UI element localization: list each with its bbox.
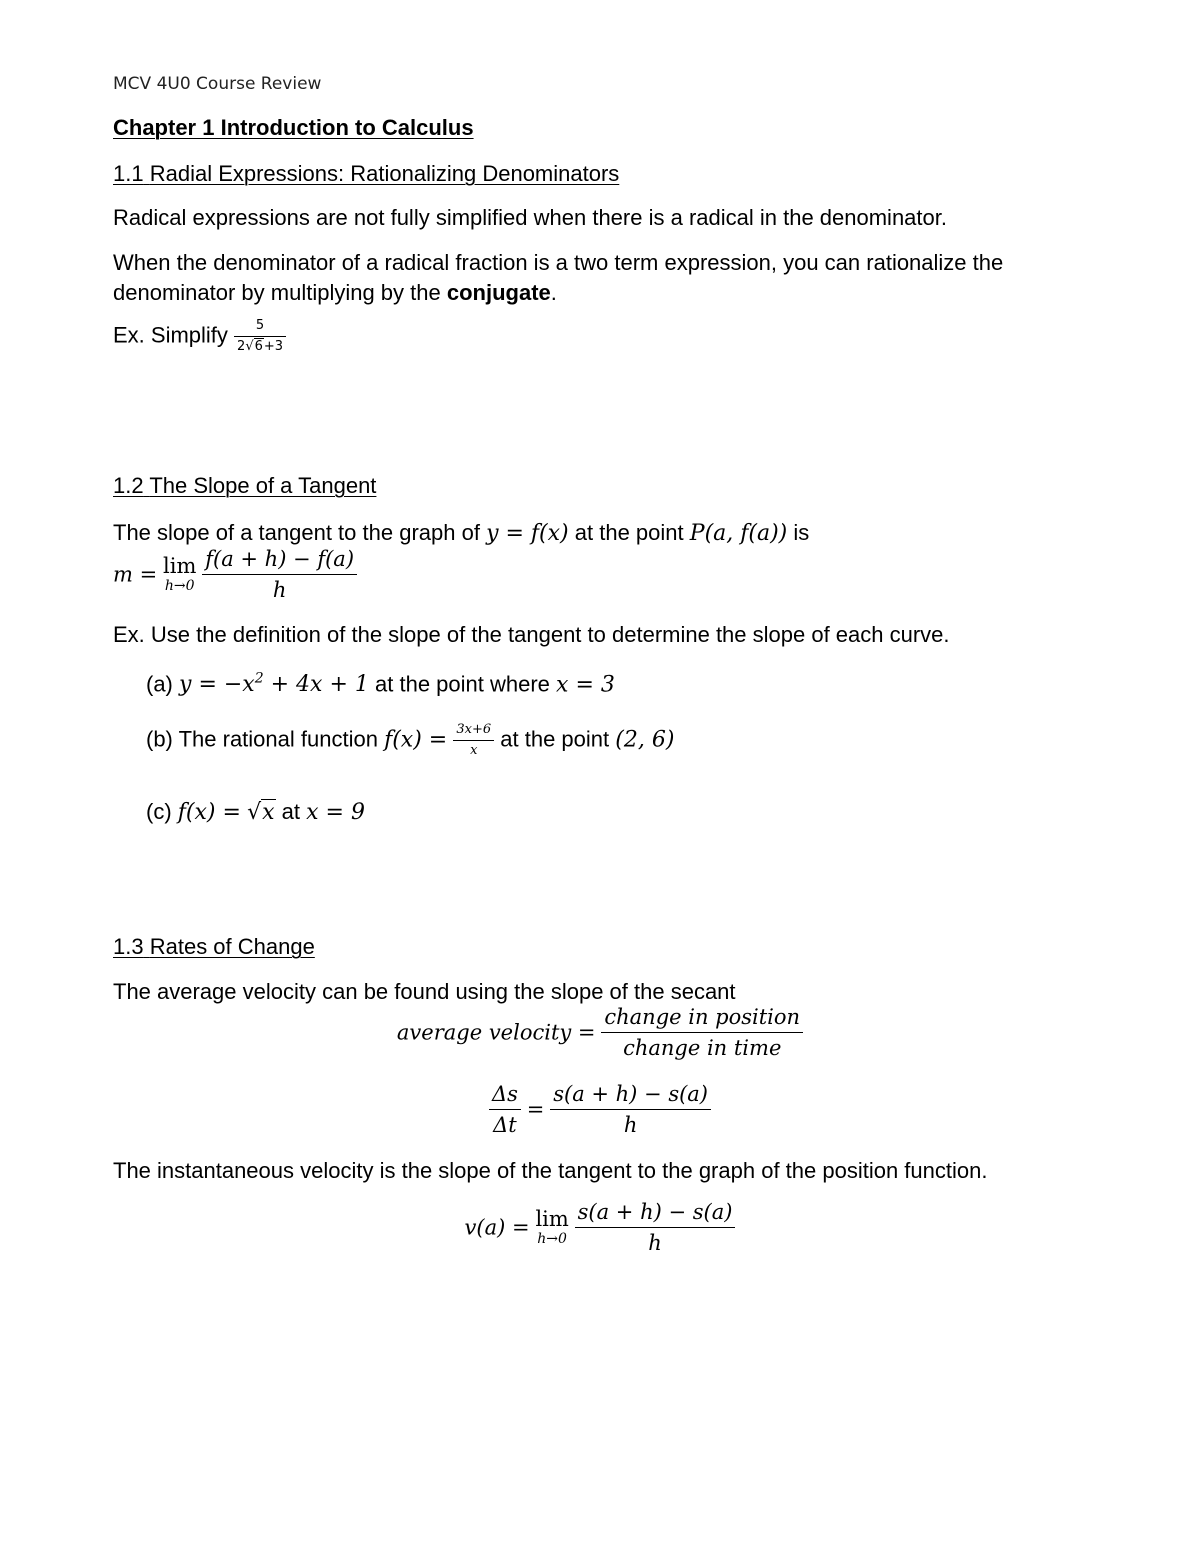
denominator: 2√6+3 <box>237 339 284 354</box>
exponent: 2 <box>254 671 264 687</box>
limit <box>163 556 196 593</box>
math <box>179 672 369 697</box>
average-velocity-formula <box>0 1004 1200 1061</box>
math-term: y = −x <box>179 672 255 698</box>
secant-slope-formula <box>0 1081 1200 1138</box>
limit <box>535 1209 568 1246</box>
fraction <box>202 546 357 603</box>
radicand: x <box>262 800 275 825</box>
example-part-c <box>146 799 365 826</box>
bold-term: conjugate <box>446 280 551 305</box>
sqrt: √x <box>247 800 275 825</box>
text: is <box>793 520 810 545</box>
text: at the point <box>500 726 610 752</box>
paragraph: Ex. Use the definition of the slope of the tangent to determine the slope of each curve. <box>113 622 950 647</box>
math: average velocity = <box>396 1020 596 1045</box>
denominator: h <box>648 1231 662 1255</box>
section-number: 1.3 <box>113 934 144 959</box>
section-1-1-heading <box>113 161 619 187</box>
numerator: change in position <box>601 1004 803 1033</box>
text: The slope of a tangent to the graph of <box>113 520 480 545</box>
fraction <box>575 1199 736 1256</box>
part-label: (a) <box>146 671 173 697</box>
example-part-a <box>146 666 615 698</box>
math-term: + 4x + 1 <box>263 672 369 698</box>
denominator: h <box>623 1113 638 1137</box>
numerator: 3x+6 <box>453 722 494 741</box>
paragraph: When the denominator of a radical fraction is a two term expression, you can rationalize the <box>113 250 1004 275</box>
text: at <box>281 799 300 824</box>
lim-subscript: h→0 <box>537 1231 567 1247</box>
section-title: The Slope of a Tangent <box>149 473 377 498</box>
fraction <box>234 318 286 355</box>
fraction <box>489 1081 521 1138</box>
denominator: x <box>470 743 478 758</box>
paragraph <box>113 520 809 547</box>
section-title: Radial Expressions: Rationalizing Denominators <box>149 161 620 186</box>
section-1-3-heading <box>113 934 315 960</box>
numerator: 5 <box>234 318 286 337</box>
fraction <box>453 722 494 759</box>
section-1-2-heading <box>113 473 376 499</box>
slope-formula <box>113 546 357 603</box>
equals: = <box>526 1097 545 1122</box>
paragraph <box>113 280 557 306</box>
radicand: 6 <box>254 339 263 354</box>
math: x = 9 <box>306 800 365 825</box>
numerator: s(a + h) − s(a) <box>575 1199 736 1228</box>
fraction <box>550 1081 711 1138</box>
example-label: Ex. Simplify <box>113 322 228 348</box>
numerator: s(a + h) − s(a) <box>550 1081 711 1110</box>
numerator: Δs <box>489 1081 521 1110</box>
paragraph: Radical expressions are not fully simplified when there is a radical in the denominator. <box>113 205 947 230</box>
math: m = <box>113 562 158 587</box>
paragraph: The instantaneous velocity is the slope of the tangent to the graph of the position function. <box>113 1158 988 1183</box>
part-label: (c) <box>146 799 172 824</box>
denominator: change in time <box>623 1036 782 1060</box>
denominator: Δt <box>493 1113 517 1137</box>
fraction <box>601 1004 803 1061</box>
text: at the point where <box>375 671 550 697</box>
paragraph: The average velocity can be found using the slope of the secant <box>113 979 736 1004</box>
math: x = 3 <box>556 672 615 698</box>
den-term: +3 <box>263 339 284 354</box>
part-label: (b) The rational function <box>146 726 378 752</box>
math: f(x) = <box>177 800 241 825</box>
math: v(a) = <box>464 1215 530 1240</box>
math: y = f(x) <box>486 521 569 546</box>
text: at the point <box>574 520 684 545</box>
text: denominator by multiplying by the <box>113 280 441 305</box>
example-simplify <box>113 318 286 355</box>
lim-word: lim <box>163 554 197 578</box>
course-header: MCV 4U0 Course Review <box>113 74 322 94</box>
example-part-b <box>146 722 674 759</box>
chapter-title: Chapter 1 Introduction to Calculus <box>113 115 474 140</box>
math: f(x) = <box>384 727 448 753</box>
numerator: f(a + h) − f(a) <box>202 546 357 575</box>
den-coefficient: 2 <box>237 339 246 354</box>
lim-subscript: h→0 <box>164 578 195 594</box>
lim-word: lim <box>535 1207 569 1231</box>
section-title: Rates of Change <box>149 934 315 959</box>
math: P(a, f(a)) <box>689 521 788 546</box>
section-number: 1.1 <box>113 161 144 186</box>
denominator: h <box>272 578 287 602</box>
instantaneous-velocity-formula <box>0 1199 1200 1256</box>
section-number: 1.2 <box>113 473 144 498</box>
math: (2, 6) <box>615 727 675 753</box>
text: . <box>550 280 557 305</box>
